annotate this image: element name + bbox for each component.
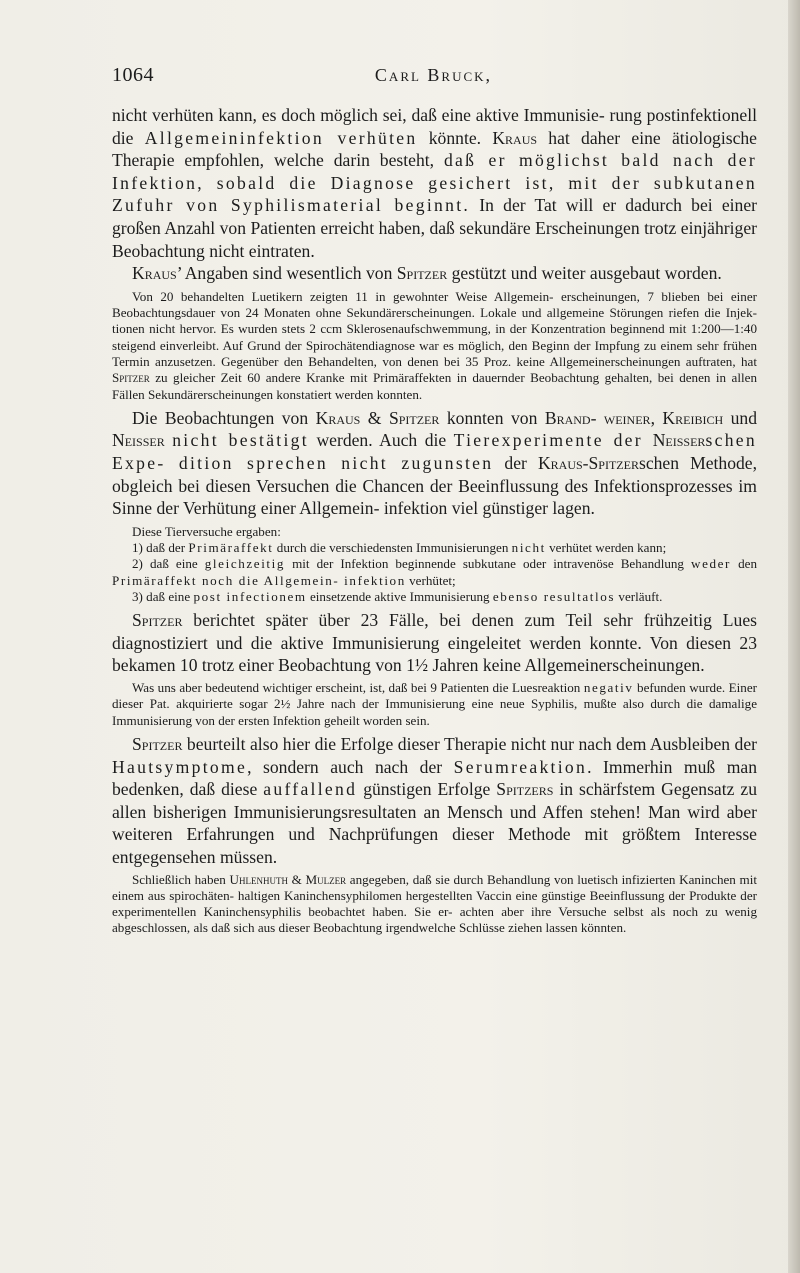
text-run: nicht verhüten kann, es doch möglich sei, daß eine aktive Immunisie- rung postinfektionell die	[112, 105, 757, 148]
text-run: und	[723, 407, 757, 428]
page-body	[112, 104, 757, 937]
emphasis-text: weder	[691, 556, 732, 572]
page-number: 1064	[112, 64, 154, 86]
text-run: hat daher eine ätiologische Therapie empfohlen, welche darin besteht,	[112, 127, 757, 171]
paragraph	[112, 104, 757, 262]
text-run: 3) daß eine	[132, 588, 194, 604]
author-name: Spitzer	[112, 370, 150, 386]
text-run: beurteilt also hier die Erfolge dieser Therapie nicht nur nach dem Ausbleiben der	[182, 733, 757, 754]
text-run: , sondern auch nach der	[247, 756, 454, 777]
emphasis-text: Primäraffekt noch die Allgemein- infektion	[112, 572, 406, 588]
footnote-paragraph	[112, 289, 757, 403]
emphasis-text: negativ	[583, 680, 634, 696]
author-name: Neisser	[652, 430, 706, 451]
author-name: Kraus	[492, 127, 538, 148]
text-run: In der Tat will er dadurch bei einer großen Anzahl von Patienten erreicht haben, daß sekundäre Erscheinungen trotz einjähriger Beobachtung nicht eintraten.	[112, 195, 757, 261]
list-item	[112, 589, 757, 605]
text-run: ,	[650, 407, 663, 428]
author-name: Spitzer	[132, 733, 183, 754]
text-run: 1) daß der	[132, 540, 189, 556]
author-name: Mulzer	[305, 871, 347, 887]
text-run: verhütet;	[405, 572, 456, 588]
text-run: in schärfstem Gegensatz zu allen bisherigen Immunisierungsresultaten an Mensch und Affen stehen! Man wird aber weiteren Erfahrungen und Nachprüfungen dieser Methode mit größtem Interesse entgegensehen müssen.	[112, 779, 757, 867]
paragraph	[112, 609, 757, 677]
text-run: der	[493, 453, 538, 474]
text-run: könnte.	[417, 127, 493, 148]
running-title: Carl Bruck,	[374, 65, 493, 85]
text-run: Schließlich haben	[132, 871, 230, 887]
emphasis-text: Allgemeininfektion verhüten	[144, 127, 418, 148]
text-run: Diese Tierversuche ergaben:	[132, 523, 281, 539]
text-run: verläuft.	[615, 588, 663, 604]
text-run: mit der Infektion beginnende subkutane oder intravenöse Behandlung	[285, 556, 692, 572]
emphasis-text: gleichzeitig	[204, 556, 286, 572]
emphasis-text: auffallend	[263, 779, 358, 800]
emphasis-text: post infectionem	[193, 588, 307, 604]
author-name: Kraus-Spitzer	[537, 453, 639, 474]
emphasis-text: Tierexperimente der	[453, 430, 653, 451]
footnote-paragraph	[112, 680, 757, 729]
text-run: Die Beobachtungen von	[132, 407, 316, 428]
author-name: Brand- weiner	[544, 407, 651, 428]
emphasis-text: nicht bestätigt	[172, 430, 309, 451]
page-edge-shadow	[788, 0, 800, 1273]
text-run: . Immerhin muß man bedenken, daß diese	[112, 756, 757, 800]
text-run: durch die verschiedensten Immunisierungen	[273, 540, 512, 556]
text-run: ’ Angaben sind wesentlich von	[176, 263, 397, 284]
emphasis-text: daß er möglichst bald nach der Infektion, sobald die Diagnose gesichert ist, mit der subkutanen Zufuhr von Syphilismaterial beginnt.	[112, 150, 757, 216]
author-name: Spitzers	[496, 779, 554, 800]
author-name: Uhlenhuth	[229, 871, 288, 887]
text-run: berichtet später über 23 Fälle, bei denen zum Teil sehr frühzeitig Lues diagnostiziert und die aktive Immunisierung eingeleitet werden konnte. Von diesen 23 bekamen 10 trotz einer Beobachtung von 1½ Jahren keine Allgemeinerscheinungen.	[112, 610, 757, 676]
list-item	[112, 540, 757, 556]
author-name: Spitzer	[132, 610, 183, 631]
footnote-paragraph	[112, 524, 757, 540]
paragraph	[112, 262, 757, 285]
page-header	[112, 64, 755, 92]
emphasis-text: schen Expe- dition sprechen nicht zugunsten	[112, 430, 757, 474]
text-run: 2) daß eine	[132, 556, 205, 572]
author-name: Neisser	[112, 430, 165, 451]
text-run: schen Methode, obgleich bei diesen Versuchen die Chancen der Beeinflussung des Infektionsprozesses im Sinne der Verhütung einer Allgemein- infektion viel günstiger lagen.	[112, 453, 758, 519]
text-run: Was uns aber bedeutend wichtiger erscheint, ist, daß bei 9 Patienten die Luesreaktion	[132, 680, 584, 696]
text-run: befunden wurde. Einer dieser Pat. akquirierte sogar 2½ Jahre nach der Immunisierung eine neue Syphilis, mußte also durch die damalige Immunisierung von der ersten Infektion geheilt worden sein.	[112, 680, 757, 728]
text-run: zu gleicher Zeit 60 andere Kranke mit Primäraffekten in dauernder Beobachtung gehalten, bei denen in allen Fällen Sekundärerscheinungen konstatiert werden konnten.	[112, 370, 757, 402]
text-run: günstigen Erfolge	[357, 779, 497, 800]
list-item	[112, 556, 757, 589]
author-name: Spitzer	[396, 263, 448, 284]
text-run: Von 20 behandelten Luetikern zeigten 11 in gewohnter Weise Allgemein- erscheinungen, 7 blieben bei einer Beobachtungsdauer von 24 Monaten ohne Sekundärerscheinungen. Lokale und allgemeine Störungen riefen die Injek- tionen nicht hervor. Es wurden stets 2 ccm Sklerosenaufschwemmung, in der Konzentration beginnend mit 1:200—1:40 steigend einverleibt. Auf Grund der Spirochätendiagnose war es möglich, den Beginn der Impfung zu einem sehr frühen Termin anzusetzen. Gegenüber den Behandelten, von denen bei 35 Proz. keine Allgemeinerscheinungen auftraten, hat	[112, 288, 757, 369]
text-run: verhütet werden kann;	[545, 540, 667, 556]
author-name: Kraus	[315, 407, 361, 428]
emphasis-text: Serumreaktion	[453, 756, 588, 777]
paragraph	[112, 407, 757, 520]
text-run: einsetzende aktive Immunisierung	[306, 588, 493, 604]
emphasis-text: Primäraffekt	[188, 540, 274, 556]
text-run: werden. Auch die	[308, 430, 454, 451]
author-name: Spitzer	[388, 407, 440, 428]
text-run: &	[287, 871, 306, 887]
text-run: gestützt und weiter ausgebaut worden.	[447, 263, 722, 284]
author-name: Kraus	[132, 263, 177, 284]
author-name: Kreibich	[662, 407, 724, 428]
emphasis-text: Hautsymptome	[112, 756, 248, 777]
text-run: angegeben, daß sie durch Behandlung von luetisch infizierten Kaninchen mit einem aus spirochäten- haltigen Kaninchensyphilomen hergestellten Vaccin eine günstige Beeinflussung der Produkte der experimentellen Kaninchensyphilis beobachtet haben. Sie er- achten aber ihre Versuche selbst als noch zu wenig abgeschlossen, als daß sich aus dieser Beobachtung irgendwelche Schlüsse ziehen lassen könnten.	[112, 871, 757, 936]
text-run: konnten von	[439, 407, 545, 428]
footnote-paragraph	[112, 872, 757, 937]
paragraph	[112, 733, 757, 869]
emphasis-text: nicht	[511, 540, 546, 556]
emphasis-text: ebenso resultatlos	[492, 588, 616, 604]
text-run: den	[731, 556, 757, 572]
text-run: &	[360, 407, 389, 428]
